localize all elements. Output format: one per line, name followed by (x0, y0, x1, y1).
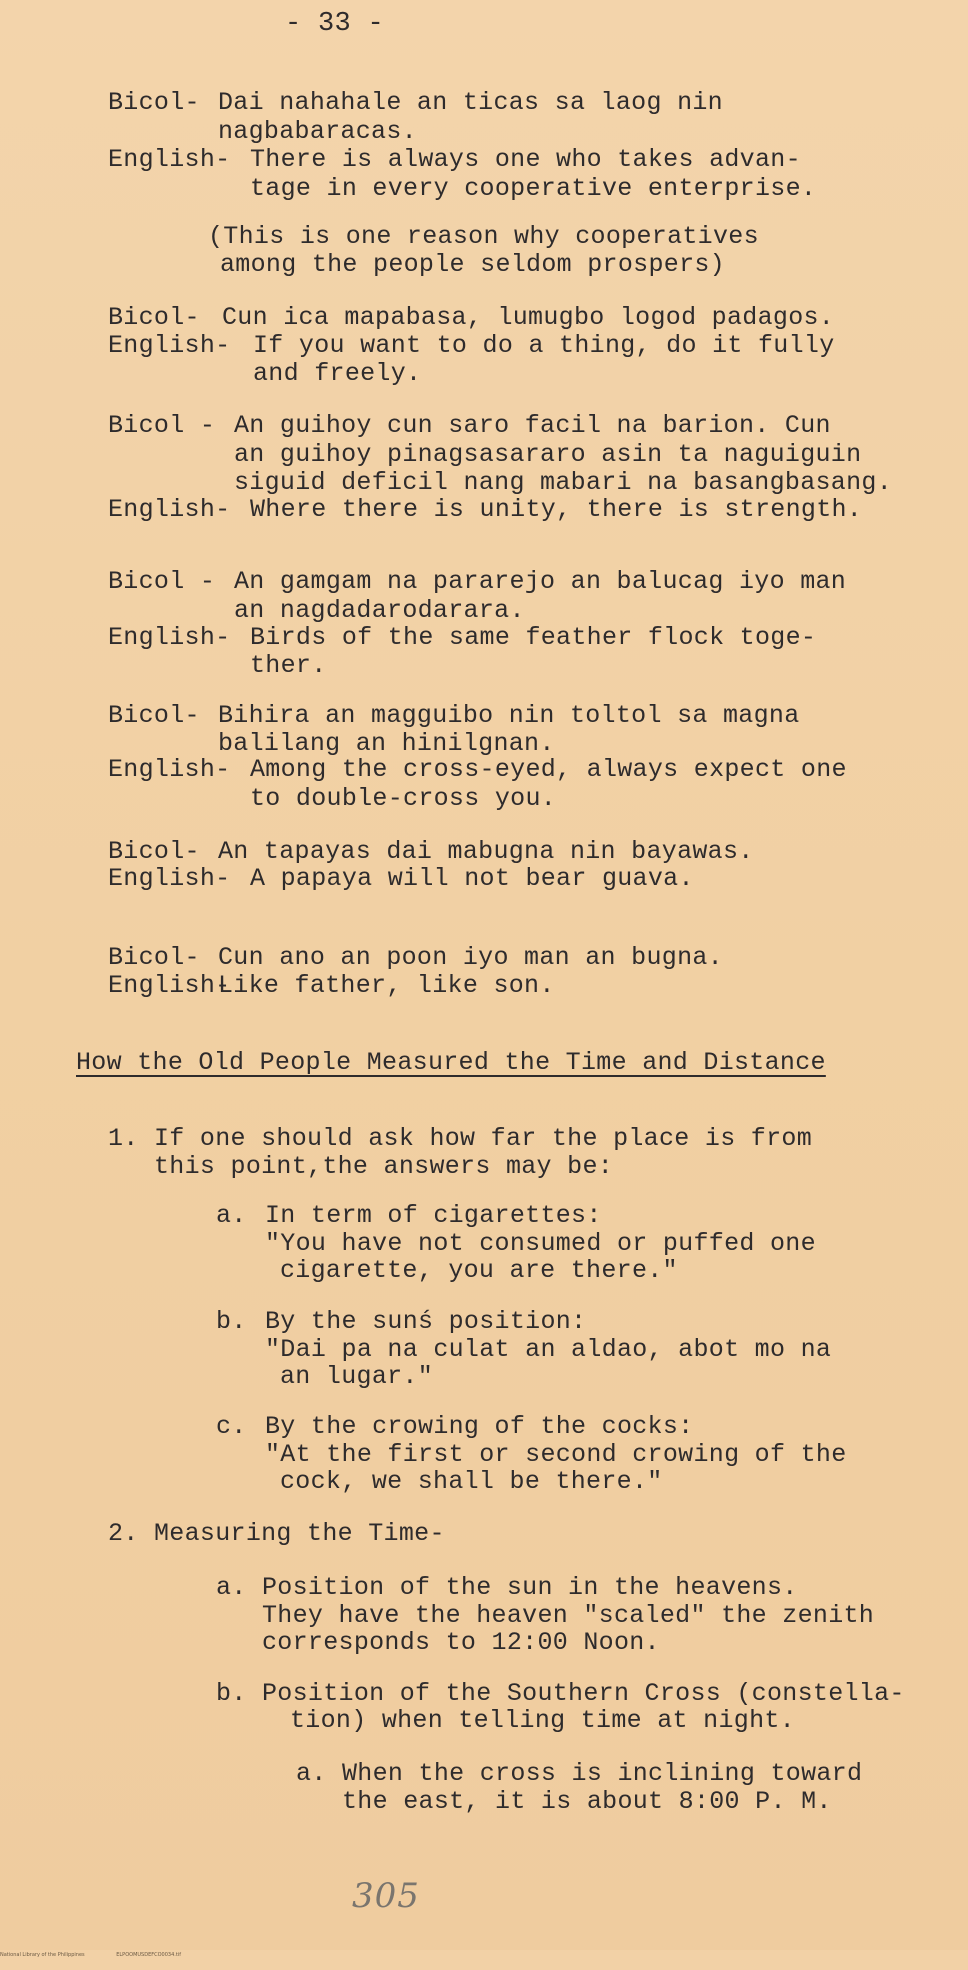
bicol-label: Bicol - (108, 567, 216, 596)
bicol-line: Cun ica mapabasa, lumugbo logod padagos. (222, 303, 835, 332)
english-label: English- (108, 623, 231, 652)
subitem-line: They have the heaven "scaled" the zenith (262, 1601, 875, 1630)
subitem-quote: cigarette, you are there." (280, 1256, 678, 1285)
item-line: If one should ask how far the place is from (154, 1124, 813, 1153)
english-label: English- (108, 971, 231, 1000)
subitem-line: tion) when telling time at night. (290, 1706, 795, 1735)
subitem-quote: an lugar." (280, 1362, 434, 1391)
bicol-line: siguid deficil nang mabari na basangbasang. (234, 468, 893, 497)
bicol-label: Bicol- (108, 943, 200, 972)
subitem-quote: "At the first or second crowing of the (265, 1440, 847, 1469)
english-line: Among the cross-eyed, always expect one (250, 755, 847, 784)
item-number: 1. (108, 1124, 139, 1153)
subitem-quote: "Dai pa na culat an aldao, abot mo na (265, 1335, 832, 1364)
subitem-quote: cock, we shall be there." (280, 1467, 663, 1496)
bicol-line: Bihira an magguibo nin toltol sa magna (218, 701, 800, 730)
scan-footer (0, 1941, 211, 1970)
bicol-label: Bicol- (108, 88, 200, 117)
english-label: English- (108, 864, 231, 893)
english-line: Like father, like son. (218, 971, 555, 1000)
english-label: English- (108, 755, 231, 784)
bicol-line: an guihoy pinagsasararo asin ta naguiguin (234, 440, 862, 469)
subitem-head: By the crowing of the cocks: (265, 1412, 694, 1441)
bicol-label: Bicol- (108, 701, 200, 730)
footer-file: ELPOOMUSDEFCO0034.tif (116, 1952, 181, 1958)
bicol-line: Cun ano an poon iyo man an bugna. (218, 943, 723, 972)
bicol-label: Bicol- (108, 303, 200, 332)
subitem-letter: a. (216, 1573, 247, 1602)
english-line: tage in every cooperative enterprise. (250, 174, 817, 203)
bicol-line: An tapayas dai mabugna nin bayawas. (218, 837, 754, 866)
bicol-line: an nagdadarodarara. (234, 596, 525, 625)
subitem-head: By the sunś position: (265, 1307, 587, 1336)
english-line: and freely. (253, 359, 422, 388)
english-label: English- (108, 331, 231, 360)
english-line: A papaya will not bear guava. (250, 864, 694, 893)
subsubitem-line: When the cross is inclining toward (342, 1759, 863, 1788)
item-number: 2. (108, 1519, 139, 1548)
subitem-line: Position of the Southern Cross (constella- (262, 1679, 905, 1708)
english-line: ther. (250, 651, 327, 680)
english-line: There is always one who takes advan- (250, 145, 801, 174)
subsubitem-line: the east, it is about 8:00 P. M. (342, 1787, 832, 1816)
note-line: among the people seldom prospers) (220, 250, 725, 279)
subitem-letter: a. (216, 1201, 247, 1230)
subitem-line: Position of the sun in the heavens. (262, 1573, 798, 1602)
english-line: to double-cross you. (250, 784, 557, 813)
subitem-letter: b. (216, 1307, 247, 1336)
bicol-line: nagbabaracas. (218, 117, 417, 146)
bicol-line: balilang an hinilgnan. (218, 729, 555, 758)
subsubitem-letter: a. (296, 1759, 327, 1788)
english-line: If you want to do a thing, do it fully (253, 331, 835, 360)
english-line: Where there is unity, there is strength. (250, 495, 863, 524)
item-line: this point,the answers may be: (154, 1152, 614, 1181)
subitem-head: In term of cigarettes: (265, 1201, 602, 1230)
bicol-label: Bicol - (108, 411, 216, 440)
english-line: Birds of the same feather flock toge- (250, 623, 817, 652)
note-line: (This is one reason why cooperatives (208, 222, 759, 251)
english-label: English- (108, 145, 231, 174)
item-title: Measuring the Time- (154, 1519, 445, 1548)
subitem-letter: c. (216, 1412, 247, 1441)
bicol-label: Bicol- (108, 837, 200, 866)
handwritten-number: 305 (352, 1876, 420, 1916)
subitem-quote: "You have not consumed or puffed one (265, 1229, 816, 1258)
bicol-line: An guihoy cun saro facil na barion. Cun (234, 411, 831, 440)
footer-library: National Library of the Philippines (0, 1952, 85, 1958)
page-number: - 33 - (285, 9, 385, 39)
subitem-letter: b. (216, 1679, 247, 1708)
bicol-line: Dai nahahale an ticas sa laog nin (218, 88, 723, 117)
section-heading: How the Old People Measured the Time and Distance (76, 1048, 826, 1077)
bicol-line: An gamgam na pararejo an balucag iyo man (234, 567, 847, 596)
english-label: English- (108, 495, 231, 524)
subitem-line: corresponds to 12:00 Noon. (262, 1628, 660, 1657)
